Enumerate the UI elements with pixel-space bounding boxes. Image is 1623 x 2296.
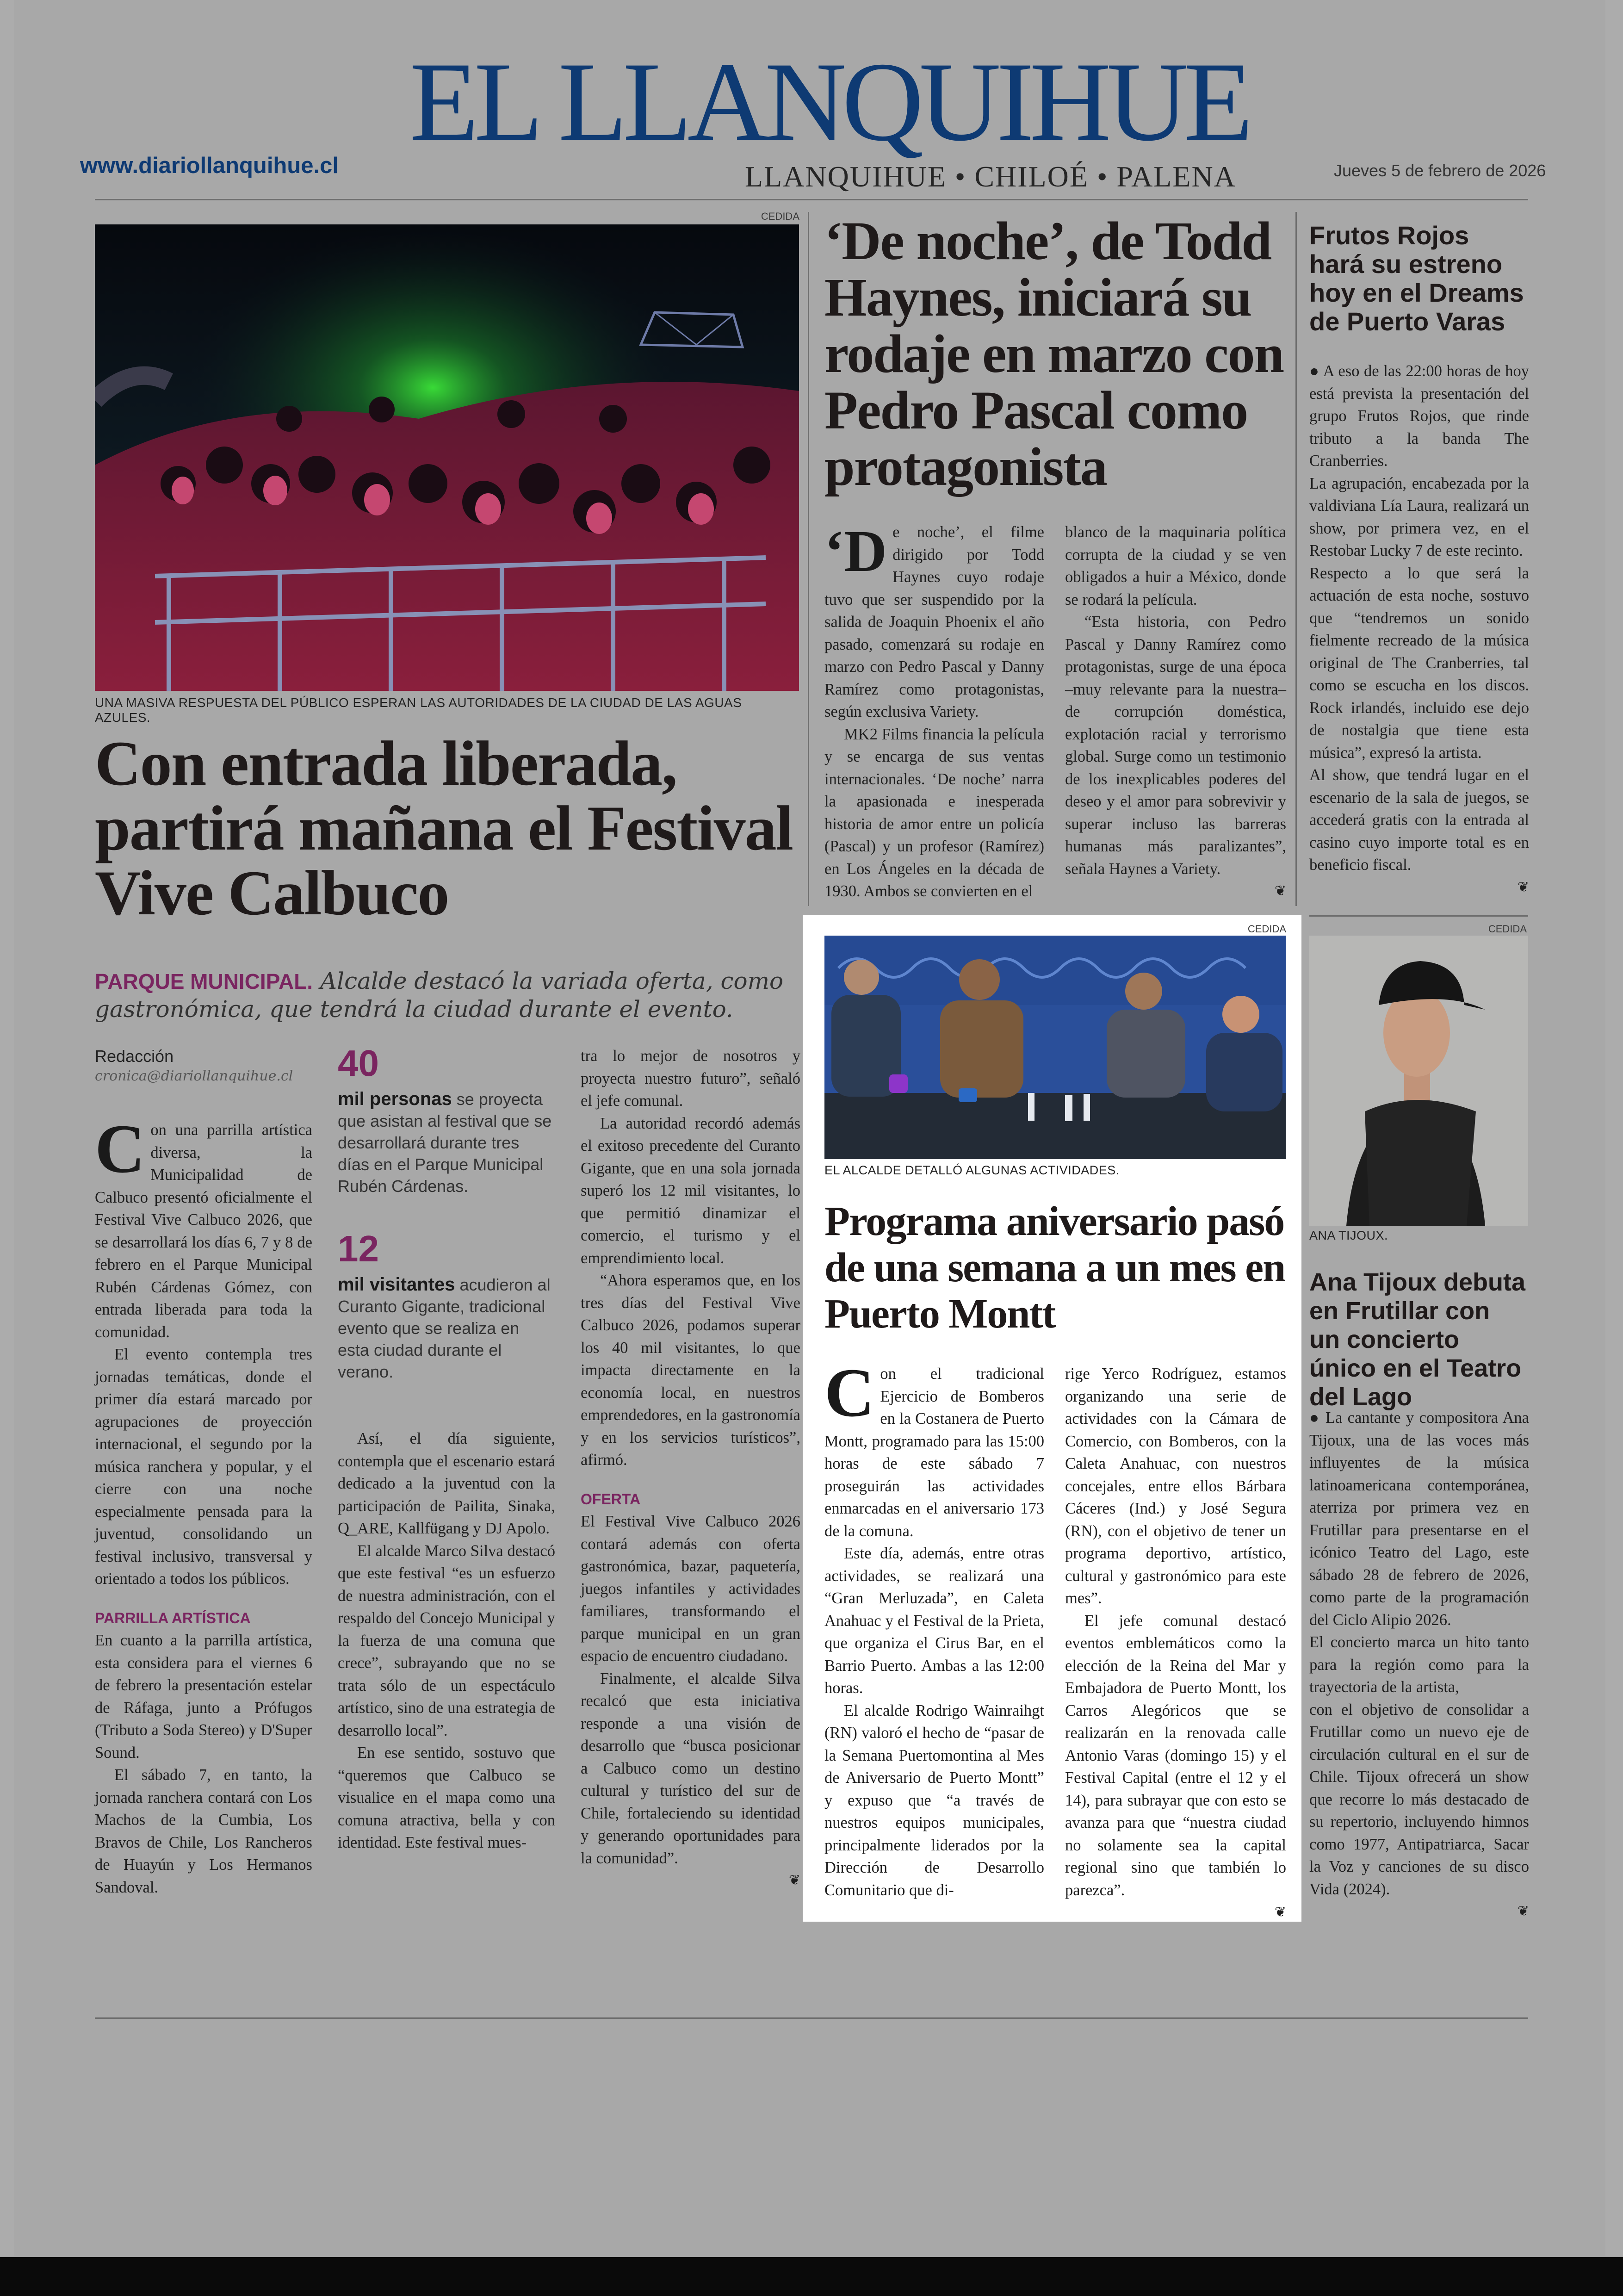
issue-date: Jueves 5 de febrero de 2026	[1334, 161, 1546, 180]
article-paragraph: ● La cantante y compositora Ana Tijoux, una de las voces más influyentes de la música latinoamericana contemporánea, aterriza por primera vez en Frutillar para presentarse en el icónico Teatro del Lago, este sábado 28 de febrero de 2026, como parte de la programación del Ciclo Alipio 2026.	[1309, 1409, 1529, 1629]
end-of-article-icon: ❦	[1517, 1903, 1529, 1919]
section-rule	[1309, 915, 1528, 917]
article-paragraph: “Ahora esperamos que, en los tres días del Festival Vive Calbuco 2026, podamos superar los 40 mil visitantes, lo que impacta directamente en la economía local, en nuestros emprendedores, en la gastronomía y en los servicios turísticos”, afirmó.	[581, 1272, 800, 1469]
photo-caption: UNA MASIVA RESPUESTA DEL PÚBLICO ESPERAN LAS AUTORIDADES DE LA CIUDAD DE LAS AGUAS AZULES.	[95, 695, 742, 725]
press-conference-illustration	[824, 936, 1286, 1159]
press-conference-photo	[824, 936, 1286, 1159]
masthead-rule	[95, 199, 1528, 200]
aniversario-column-2	[1065, 1363, 1286, 1924]
photo-caption: ANA TIJOUX.	[1309, 1229, 1388, 1242]
article-paragraph: En cuanto a la parrilla artística, esta considera para el viernes 6 de febrero la presentación estelar de Ráfaga, junto a Prófugos (Tributo a Soda Stereo) y D'Super Sound.	[95, 1632, 312, 1762]
viewer-bottom-bar	[0, 2257, 1623, 2296]
byline-block	[95, 1047, 317, 1084]
ana-tijoux-photo	[1309, 936, 1528, 1226]
article-paragraph: blanco de la maquinaria política corrupta de la ciudad y se ven obligados a huir a México, donde se rodará la película.	[1065, 523, 1286, 608]
article-paragraph: Al show, que tendrá lugar en el escenario de la sala de juegos, se accederá gratis con la entrada al casino cuyo importe total es en beneficio fiscal.	[1309, 766, 1529, 874]
website-link[interactable]: www.diariollanquihue.cl	[80, 153, 339, 178]
stat-label-bold: mil personas	[338, 1089, 452, 1109]
photo-caption: EL ALCALDE DETALLÓ ALGUNAS ACTIVIDADES.	[824, 1163, 1120, 1177]
festival-column-2	[338, 1427, 555, 1854]
stats-block	[338, 1045, 555, 1383]
article-paragraph: La agrupación, encabezada por la valdiviana Lía Laura, realizará un show, por primera vez, en el Restobar Lucky 7 de este recinto.	[1309, 474, 1529, 559]
article-paragraph: El jefe comunal destacó eventos emblemáticos como la elección de la Reina del Mar y Embajadora de Puerto Montt, los Carros Alegóricos que se realizarán en la renovada calle Antonio Varas (domingo 15) y el Festival Capital (entre el 12 y el 14), para subrayar que con esto se avanza para que “nuestra ciudad no solamente sea la capital regional sino que también lo parezca”.	[1065, 1612, 1286, 1899]
haynes-column-1	[824, 518, 1044, 903]
article-paragraph: on una parrilla artística diversa, la Municipalidad de Calbuco presentó oficialmente el Festival Vive Calbuco 2026, que se desarrollará los días 6, 7 y 8 de febrero en el Parque Municipal Rubén Cárdenas Gómez, con entrada liberada para toda la comunidad.	[95, 1121, 312, 1341]
article-paragraph: tra lo mejor de nosotros y proyecta nuestro futuro”, señaló el jefe comunal.	[581, 1047, 800, 1110]
drop-cap: C	[824, 1354, 875, 1431]
photo-credit: CEDIDA	[1247, 923, 1286, 935]
article-paragraph: En ese sentido, sostuvo que “queremos que Calbuco se visualice en el mapa como una comuna atractiva, bella y con identidad. Este festival mues-	[338, 1744, 555, 1851]
tijoux-column	[1309, 1407, 1529, 1923]
drop-cap: C	[95, 1111, 145, 1187]
aniversario-headline: Programa aniversario pasó de una semana a un mes en Puerto Montt	[824, 1198, 1285, 1337]
stat-label-bold: mil visitantes	[338, 1274, 455, 1295]
end-of-article-icon: ❦	[788, 1872, 800, 1888]
section-subhead: PARRILLA ARTÍSTICA	[95, 1609, 251, 1626]
drop-cap: ‘D	[824, 518, 887, 584]
section-subhead: OFERTA	[581, 1490, 641, 1508]
stat-label: se proyecta que asistan al festival que se desarrollará durante tres días en el Parque Municipal Rubén Cárdenas.	[338, 1090, 552, 1196]
article-paragraph: El evento contempla tres jornadas temáticas, donde el primer día estará marcado por agrupaciones de proyección internacional, el segundo por la música ranchera y popular, y el cierre con una noche especialmente pensada para la juventud, consolidando un festival inclusivo, transversal y orientado a todos los públicos.	[95, 1346, 312, 1588]
article-paragraph: con el objetivo de consolidar a Frutillar como un nuevo eje de circulación cultural en el sur de Chile. Tijoux ofrecerá un show que recorre lo más destacado de su repertorio, incluyendo himnos como 1977, Antipatriarca, Sacar la Voz y canciones de su disco Vida (2024).	[1309, 1700, 1529, 1898]
byline-email[interactable]: cronica@diariollanquihue.cl	[95, 1068, 293, 1084]
frutos-column	[1309, 360, 1529, 899]
column-divider	[808, 212, 809, 906]
frutos-headline: Frutos Rojos hará su estreno hoy en el Dreams de Puerto Varas	[1309, 221, 1524, 336]
article-paragraph: El Festival Vive Calbuco 2026 contará además con oferta gastronómica, bazar, paquetería, juegos infantiles y actividades familiares, transformando el parque municipal en un gran espacio de encuentro ciudadano.	[581, 1513, 800, 1665]
tijoux-headline: Ana Tijoux debuta en Frutillar con un concierto único en el Teatro del Lago	[1309, 1268, 1526, 1411]
article-paragraph: Finalmente, el alcalde Silva recalcó que esta iniciativa responde a una visión de desarrollo que “busca posicionar a Calbuco como un destino cultural y turístico del sur de Chile, fortaleciendo su identidad y generando oportunidades para la comunidad”.	[581, 1669, 800, 1867]
article-paragraph: Este día, además, entre otras actividades, se realizará una “Gran Merluzada”, en Caleta Anahuac y el Festival de la Prieta, que organiza el Cirus Bar, en el Barrio Puerto. Ambas a las 12:00 horas.	[824, 1545, 1044, 1697]
haynes-column-2	[1065, 521, 1286, 903]
footer-rule	[95, 2017, 1528, 2019]
article-paragraph: “Esta historia, con Pedro Pascal y Danny Ramírez como protagonistas, surge de una época –muy relevante para la nuestra– de corrupción doméstica, explotación racial y terrorismo global. Surge como un testimonio de los inexplicables poderes del deseo y el amor para sobrevivir y superar incluso las barreras humanas más paralizantes”, señala Haynes a Variety.	[1065, 613, 1286, 878]
photo-credit: CEDIDA	[1488, 923, 1527, 935]
byline: Redacción	[95, 1047, 174, 1066]
article-paragraph: El concierto marca un hito tanto para la región como para la trayectoria de la artista,	[1309, 1633, 1529, 1696]
portrait-illustration	[1309, 936, 1528, 1226]
article-paragraph: MK2 Films financia la película y se encarga de sus ventas internacionales. ‘De noche’ narra la apasionada e inesperada historia de amor entre un policía (Pascal) y un profesor (Ramírez) en Los Ángeles en la década de 1930. Ambos se convierten en el	[824, 725, 1044, 900]
article-paragraph: El alcalde Marco Silva destacó que este festival “es un esfuerzo de nuestra administración, con el respaldo del Concejo Municipal y la fuerza de una comuna que crece”, subrayando que no se trata sólo de un espectáculo artístico, sino de una estrategia de desarrollo local”.	[338, 1542, 555, 1739]
crowd-photo-illustration	[95, 224, 799, 691]
haynes-headline: ‘De noche’, de Todd Haynes, iniciará su rodaje en marzo con Pedro Pascal como protagonista	[824, 211, 1284, 497]
article-paragraph: ● A eso de las 22:00 horas de hoy está prevista la presentación del grupo Frutos Rojos, que rinde tributo a la banda The Cranberries.	[1309, 362, 1529, 470]
stat-number: 12	[338, 1228, 379, 1269]
article-paragraph: rige Yerco Rodríguez, estamos organizando una serie de actividades con la Cámara de Comercio, con Bomberos, con la Caleta Anahuac, con nuestros concejales, entre ellos Bárbara Cáceres (Ind.) y José Segura (RN), con el objetivo de tener un programa deportivo, artístico, cultural y gastronómico para este mes”.	[1065, 1365, 1286, 1607]
article-paragraph: e noche’, el filme dirigido por Todd Haynes cuyo rodaje tuvo que ser suspendido por la salida de Joaquin Phoenix el año pasado, comenzará su rodaje en marzo con Pedro Pascal y Danny Ramírez como protagonistas, según exclusiva Variety.	[824, 523, 1044, 720]
article-paragraph: El sábado 7, en tanto, la jornada ranchera contará con Los Machos de la Cumbia, Los Bravos de Chile, Los Rancheros de Huayún y Los Hermanos Sandoval.	[95, 1766, 312, 1896]
stat-number: 40	[338, 1043, 379, 1084]
festival-deck-block	[95, 967, 803, 1023]
end-of-article-icon: ❦	[1274, 883, 1286, 899]
festival-kicker: PARQUE MUNICIPAL.	[95, 969, 313, 993]
festival-headline: Con entrada liberada, partirá mañana el Festival Vive Calbuco	[95, 728, 793, 928]
article-paragraph: Respecto a lo que será la actuación de esta noche, sostuvo que “tendremos un sonido fielmente recreado de la música original de The Cranberries, tal como se escucha en los discos. Rock irlandés, incluido ese dejo de nostalgia que tiene esta música”, expresó la artista.	[1309, 564, 1529, 762]
photo-credit: CEDIDA	[761, 211, 799, 222]
stat-label: acudieron al Curanto Gigante, tradicional evento que se realiza en esta ciudad durante el verano.	[338, 1275, 551, 1381]
aniversario-column-1	[824, 1354, 1044, 1901]
festival-crowd-photo	[95, 224, 799, 691]
article-paragraph: Así, el día siguiente, contempla que el escenario estará dedicado a la juventud con la participación de Pailita, Sinaka, Q_ARE, Kallfügang y DJ Apolo.	[338, 1430, 555, 1537]
newspaper-masthead: EL LLANQUIHUE	[409, 39, 1249, 164]
festival-deck: Alcalde destacó la variada oferta, como gastronómica, que tendrá la ciudad durante el evento.	[95, 968, 784, 1023]
column-divider	[1295, 212, 1297, 906]
article-paragraph: on el tradicional Ejercicio de Bomberos en la Costanera de Puerto Montt, programado para las 15:00 horas de este sábado 7 proseguirán las actividades enmarcadas en el aniversario 173 de la comuna.	[824, 1365, 1044, 1540]
masthead-regions: LLANQUIHUE • CHILOÉ • PALENA	[745, 160, 1236, 193]
festival-column-3	[581, 1045, 800, 1892]
article-paragraph: La autoridad recordó además el exitoso precedente del Curanto Gigante, que en una sola jornada superó los 12 mil visitantes, lo que permitió dinamizar el comercio, el turismo y el emprendimiento local.	[581, 1114, 800, 1267]
article-paragraph: El alcalde Rodrigo Wainraihgt (RN) valoró el hecho de “pasar de la Semana Puertomontina al Mes de Aniversario de Puerto Montt” y expuso que “a través de nuestros equipos municipales, principalmente liderados por la Dirección de Desarrollo Comunitario que di-	[824, 1701, 1044, 1899]
festival-column-1	[95, 1111, 312, 1899]
end-of-article-icon: ❦	[1517, 879, 1529, 895]
end-of-article-icon: ❦	[1274, 1904, 1286, 1920]
